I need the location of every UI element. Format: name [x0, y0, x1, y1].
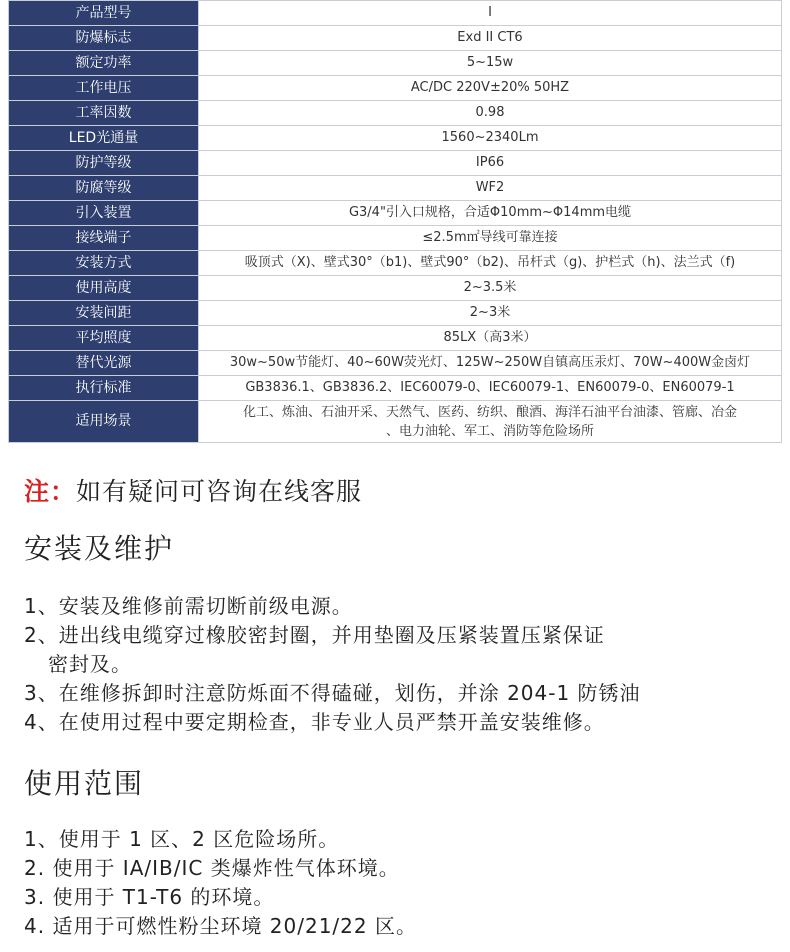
spec-value: AC/DC 220V±20% 50HZ: [199, 76, 782, 101]
spec-value: 85LX（高3米）: [199, 326, 782, 351]
spec-row-ex-mark: [9, 26, 782, 51]
spec-value: 2~3米: [199, 301, 782, 326]
spec-label: 工作电压: [9, 76, 199, 101]
spec-row-mounting: [9, 251, 782, 276]
list-item-continuation: 密封及。: [48, 652, 132, 676]
spec-row-height: [9, 276, 782, 301]
spec-label: 接线端子: [9, 226, 199, 251]
spec-row-power: [9, 51, 782, 76]
spec-label: 执行标准: [9, 376, 199, 401]
list-item: 2、进出线电缆穿过橡胶密封圈，并用垫圈及压紧装置压紧保证: [24, 623, 605, 647]
spec-label: 防护等级: [9, 151, 199, 176]
list-item: 4. 适用于可燃性粉尘环境 20/21/22 区。: [24, 914, 417, 938]
spec-label: 防腐等级: [9, 176, 199, 201]
spec-value-line: 化工、炼油、石油开采、天然气、医药、纺织、酿酒、海洋石油平台油漆、管廊、冶金: [242, 404, 737, 420]
list-item: 4、在使用过程中要定期检查，非专业人员严禁开盖安装维修。: [24, 710, 605, 734]
note-prefix: 注：: [24, 477, 77, 506]
spec-label: 替代光源: [9, 351, 199, 376]
spec-row-luminous-flux: [9, 126, 782, 151]
spec-row-terminal: [9, 226, 782, 251]
spec-label: 适用场景: [9, 401, 199, 443]
list-item: 1、安装及维修前需切断前级电源。: [24, 594, 353, 618]
spec-row-protection: [9, 151, 782, 176]
list-item: 2. 使用于 IA/IB/IC 类爆炸性气体环境。: [24, 856, 400, 880]
spec-value: 30w~50w节能灯、40~60W荧光灯、125W~250W自镇高压汞灯、70W~400W金卤灯: [199, 351, 782, 376]
spec-label: 安装间距: [9, 301, 199, 326]
list-item: 1、使用于 1 区、2 区危险场所。: [24, 827, 340, 851]
spec-label: 额定功率: [9, 51, 199, 76]
spec-value: 0.98: [199, 101, 782, 126]
spec-row-cable-entry: [9, 201, 782, 226]
note: [24, 472, 362, 508]
usage-section-title: 使用范围: [24, 767, 145, 800]
spec-label: 平均照度: [9, 326, 199, 351]
spec-row-replacement: [9, 351, 782, 376]
spec-row-model: [9, 1, 782, 26]
spec-value: G3/4"引入口规格，合适Φ10mm~Φ14mm电缆: [199, 201, 782, 226]
spec-label: 工率因数: [9, 101, 199, 126]
spec-row-standard: [9, 376, 782, 401]
spec-label: 引入装置: [9, 201, 199, 226]
spec-value: 2~3.5米: [199, 276, 782, 301]
spec-row-anticorrosion: [9, 176, 782, 201]
spec-row-voltage: [9, 76, 782, 101]
spec-value: 1560~2340Lm: [199, 126, 782, 151]
spec-value: 5~15w: [199, 51, 782, 76]
usage-list: [24, 825, 417, 941]
spec-value: [199, 401, 782, 443]
install-section-title: 安装及维护: [24, 532, 175, 565]
spec-value: ≤2.5m㎡导线可靠连接: [199, 226, 782, 251]
spec-row-scenarios: [9, 401, 782, 443]
install-list: [24, 592, 641, 737]
spec-label: 安装方式: [9, 251, 199, 276]
spec-label: 产品型号: [9, 1, 199, 26]
spec-row-spacing: [9, 301, 782, 326]
spec-value: IP66: [199, 151, 782, 176]
spec-value-line: 、电力油轮、军工、消防等危险场所: [385, 423, 594, 439]
spec-label: 防爆标志: [9, 26, 199, 51]
spec-value: GB3836.1、GB3836.2、IEC60079-0、IEC60079-1、EN60079-0、EN60079-1: [199, 376, 782, 401]
list-item: [24, 650, 641, 679]
spec-label: LED光通量: [9, 126, 199, 151]
spec-value: Exd II CT6: [199, 26, 782, 51]
list-item: 3、在维修拆卸时注意防烁面不得磕碰，划伤，并涂 204-1 防锈油: [24, 681, 641, 705]
spec-value: 吸顶式（X)、壁式30°（b1)、壁式90°（b2)、吊杆式（g)、护栏式（h)、法兰式（f): [199, 251, 782, 276]
spec-table: [8, 0, 782, 443]
spec-row-illuminance: [9, 326, 782, 351]
list-item: 3. 使用于 T1-T6 的环境。: [24, 885, 275, 909]
spec-value: I: [199, 1, 782, 26]
spec-label: 使用高度: [9, 276, 199, 301]
spec-value: WF2: [199, 176, 782, 201]
spec-row-power-factor: [9, 101, 782, 126]
note-text: 如有疑问可咨询在线客服: [76, 477, 363, 506]
